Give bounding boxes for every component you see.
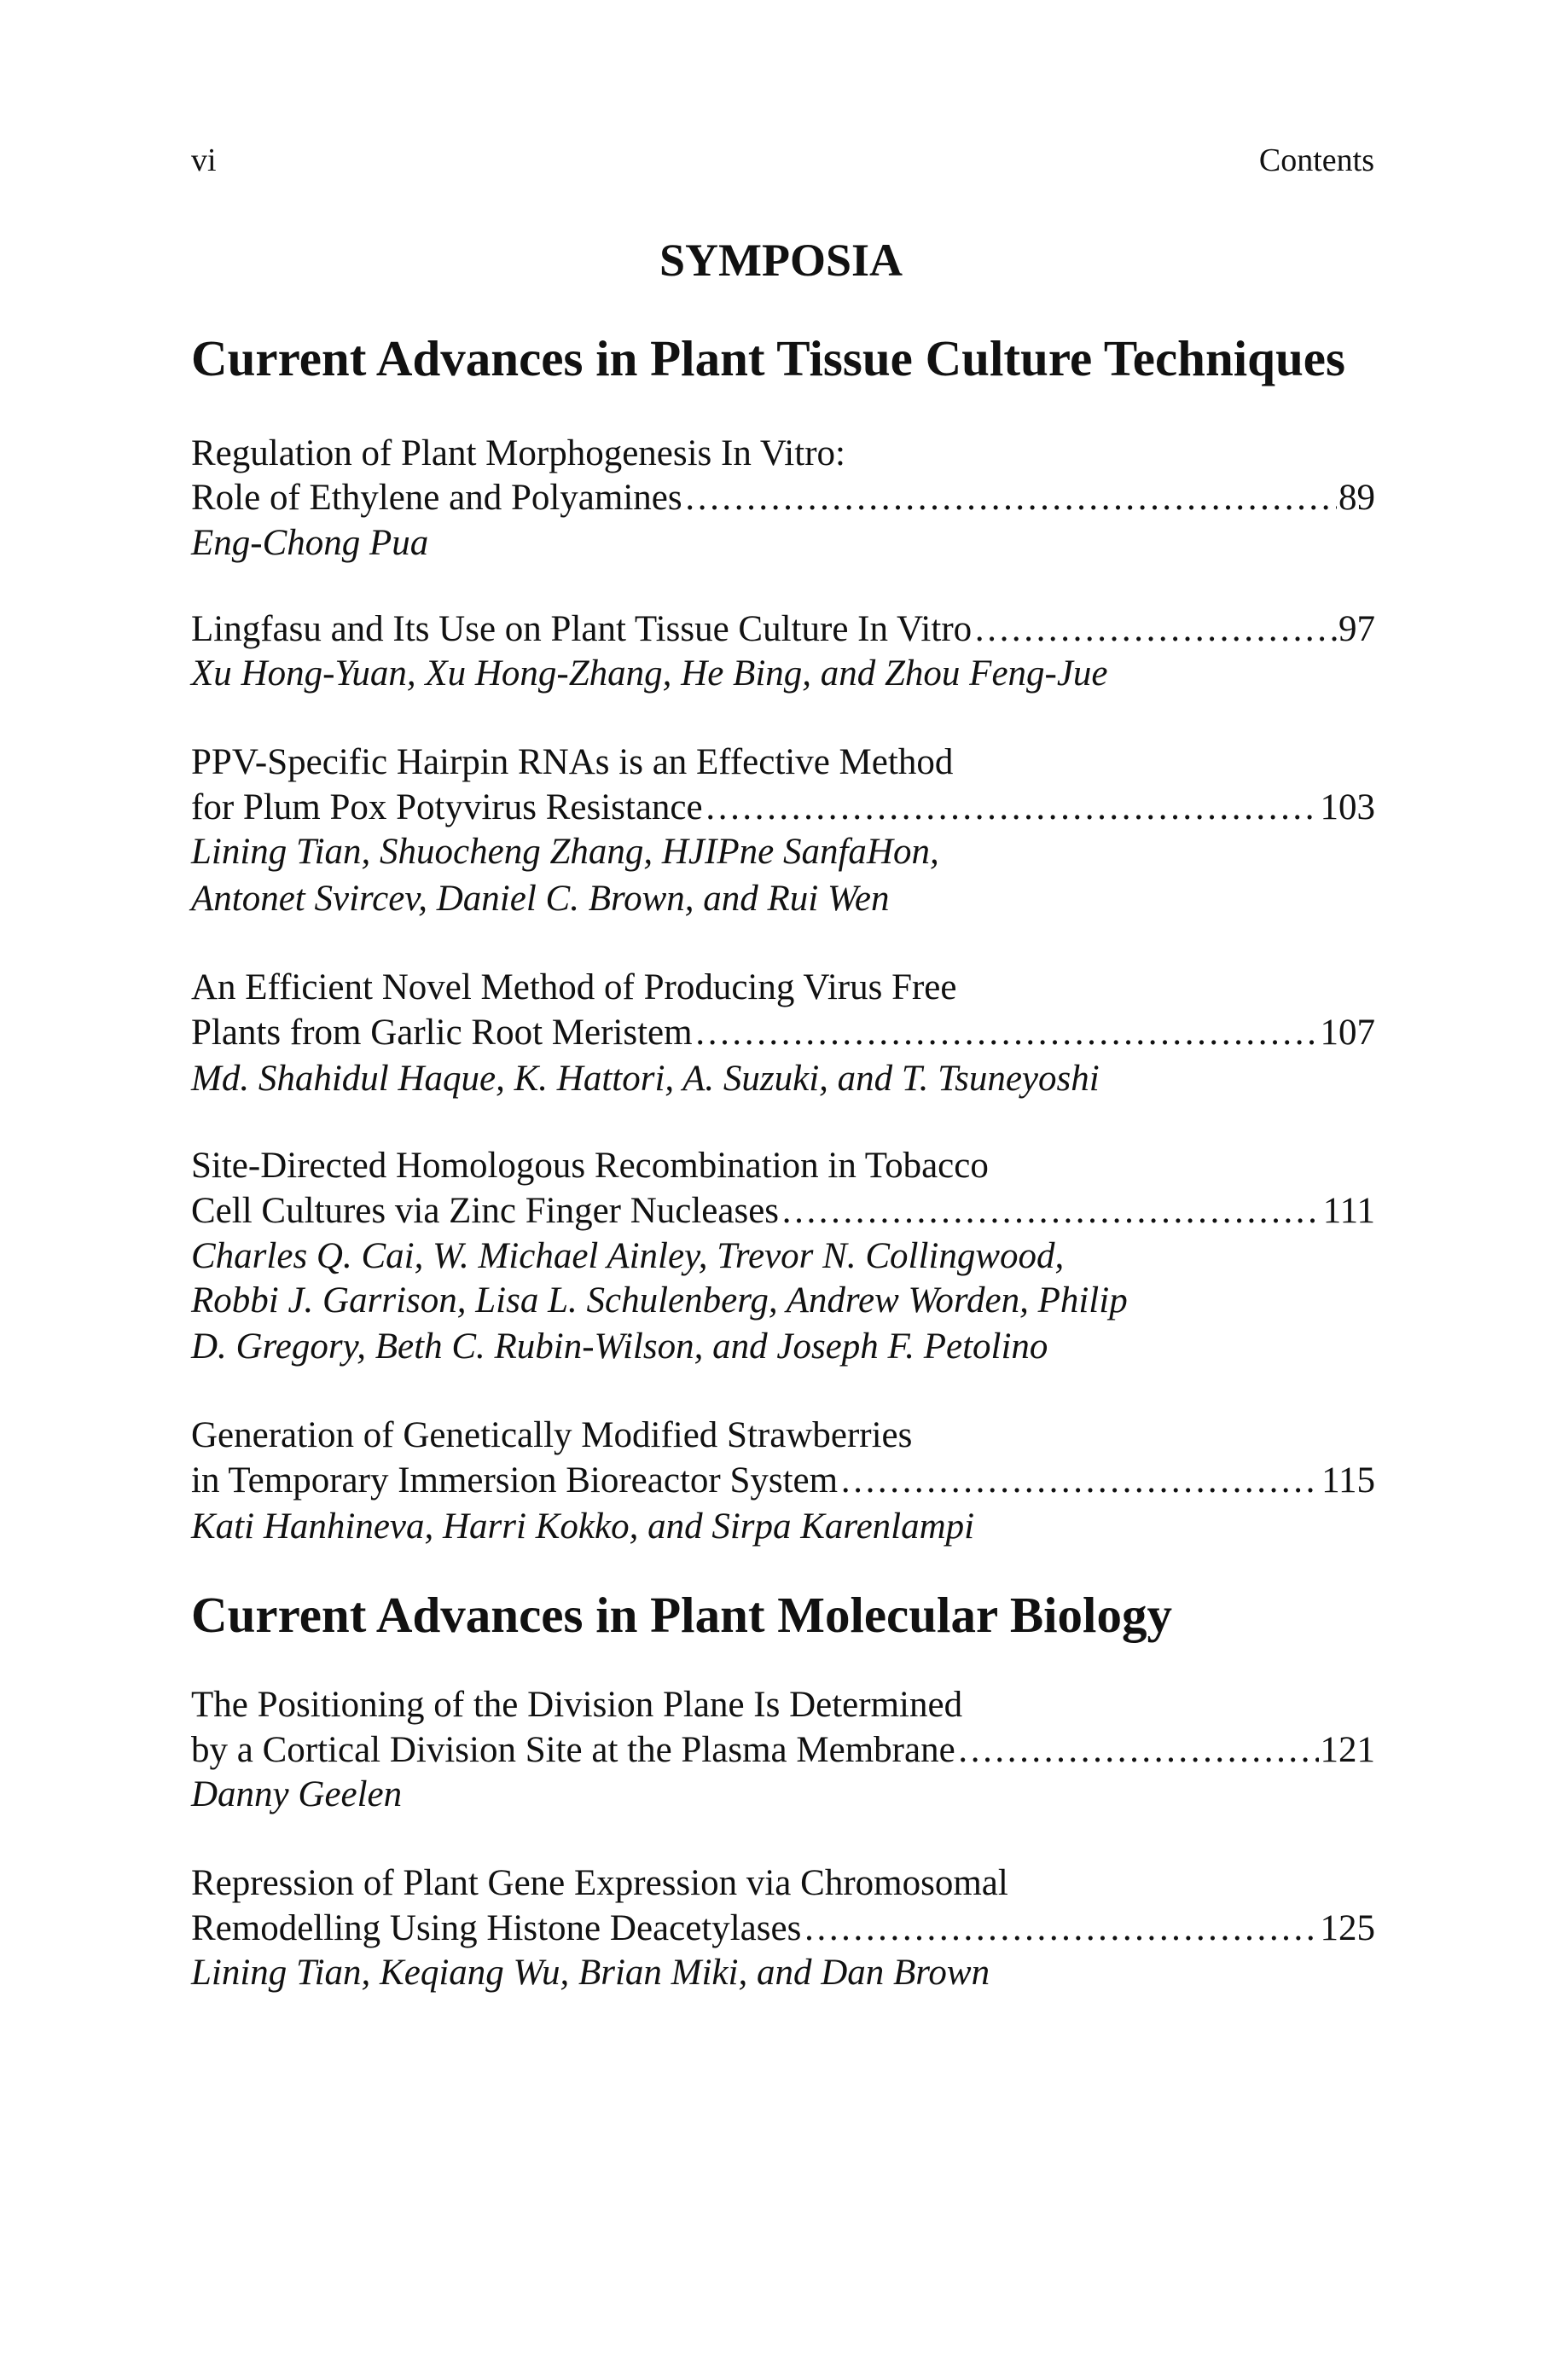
entry-page-number: 103	[1320, 787, 1375, 827]
symposia-heading: SYMPOSIA	[659, 235, 903, 286]
toc-entry-line[interactable]	[191, 1193, 1375, 1229]
toc-entry-line[interactable]	[191, 479, 1375, 516]
entry-title-line: in Temporary Immersion Bioreactor System	[191, 1460, 839, 1501]
leader-dots	[839, 1462, 1320, 1499]
leader-dots	[781, 1193, 1321, 1229]
entry-title-line: for Plum Pox Potyvirus Resistance	[191, 787, 703, 827]
entry-title-line: Repression of Plant Gene Expression via Chromosomal	[191, 1863, 1008, 1903]
entry-authors: Robbi J. Garrison, Lisa L. Schulenberg, Andrew Worden, Philip	[191, 1280, 1128, 1321]
leader-dots	[684, 479, 1337, 516]
entry-title-line: Regulation of Plant Morphogenesis In Vitro:	[191, 433, 845, 473]
entry-title-line: by a Cortical Division Site at the Plasma Membrane	[191, 1730, 955, 1770]
entry-title-line: Generation of Genetically Modified Strawberries	[191, 1415, 913, 1455]
entry-title-line: The Positioning of the Division Plane Is Determined	[191, 1685, 963, 1725]
entry-title-line: Role of Ethylene and Polyamines	[191, 478, 682, 518]
entry-page-number: 125	[1320, 1908, 1375, 1948]
entry-authors: Xu Hong-Yuan, Xu Hong-Zhang, He Bing, and Zhou Feng-Jue	[191, 653, 1108, 694]
entry-title-line: Remodelling Using Histone Deacetylases	[191, 1908, 802, 1948]
section-title: Current Advances in Plant Tissue Culture Techniques	[191, 330, 1345, 386]
entry-page-number: 111	[1322, 1191, 1375, 1231]
entry-title-line: Plants from Garlic Root Meristem	[191, 1013, 693, 1053]
toc-entry-line[interactable]	[191, 789, 1375, 826]
toc-entry-line[interactable]	[191, 1014, 1375, 1051]
toc-entry-line[interactable]	[191, 611, 1375, 647]
entry-authors: Charles Q. Cai, W. Michael Ainley, Trevor N. Collingwood,	[191, 1236, 1065, 1276]
leader-dots	[803, 1910, 1318, 1947]
entry-authors: Danny Geelen	[191, 1774, 403, 1814]
page-number: vi	[191, 142, 217, 178]
entry-title-line: PPV-Specific Hairpin RNAs is an Effective Method	[191, 742, 954, 782]
toc-entry-line[interactable]	[191, 1910, 1375, 1947]
toc-entry-line[interactable]	[191, 1732, 1375, 1768]
section-title: Current Advances in Plant Molecular Biology	[191, 1587, 1172, 1643]
entry-authors: Eng-Chong Pua	[191, 523, 429, 563]
entry-page-number: 107	[1320, 1013, 1375, 1053]
entry-authors: Lining Tian, Shuocheng Zhang, HJIPne SanfaHon,	[191, 832, 939, 872]
entry-page-number: 115	[1321, 1460, 1375, 1501]
entry-page-number: 121	[1320, 1730, 1375, 1770]
leader-dots	[973, 611, 1337, 647]
entry-title-line: An Efficient Novel Method of Producing Virus Free	[191, 967, 957, 1007]
entry-authors: Kati Hanhineva, Harri Kokko, and Sirpa Karenlampi	[191, 1506, 975, 1547]
leader-dots	[705, 789, 1319, 826]
entry-authors: D. Gregory, Beth C. Rubin-Wilson, and Joseph F. Petolino	[191, 1326, 1048, 1367]
leader-dots	[694, 1014, 1319, 1051]
entry-authors: Md. Shahidul Haque, K. Hattori, A. Suzuki, and T. Tsuneyoshi	[191, 1059, 1100, 1099]
running-title: Contents	[1258, 142, 1374, 178]
entry-authors: Antonet Svircev, Daniel C. Brown, and Rui Wen	[191, 879, 890, 919]
entry-title-line: Lingfasu and Its Use on Plant Tissue Culture In Vitro	[191, 609, 973, 649]
entry-page-number: 97	[1338, 609, 1375, 649]
entry-page-number: 89	[1338, 478, 1375, 518]
toc-entry-line[interactable]	[191, 1462, 1375, 1499]
entry-title-line: Site-Directed Homologous Recombination in Tobacco	[191, 1146, 989, 1186]
entry-title-line: Cell Cultures via Zinc Finger Nucleases	[191, 1191, 780, 1231]
entry-authors: Lining Tian, Keqiang Wu, Brian Miki, and Dan Brown	[191, 1953, 990, 1993]
leader-dots	[957, 1732, 1319, 1768]
